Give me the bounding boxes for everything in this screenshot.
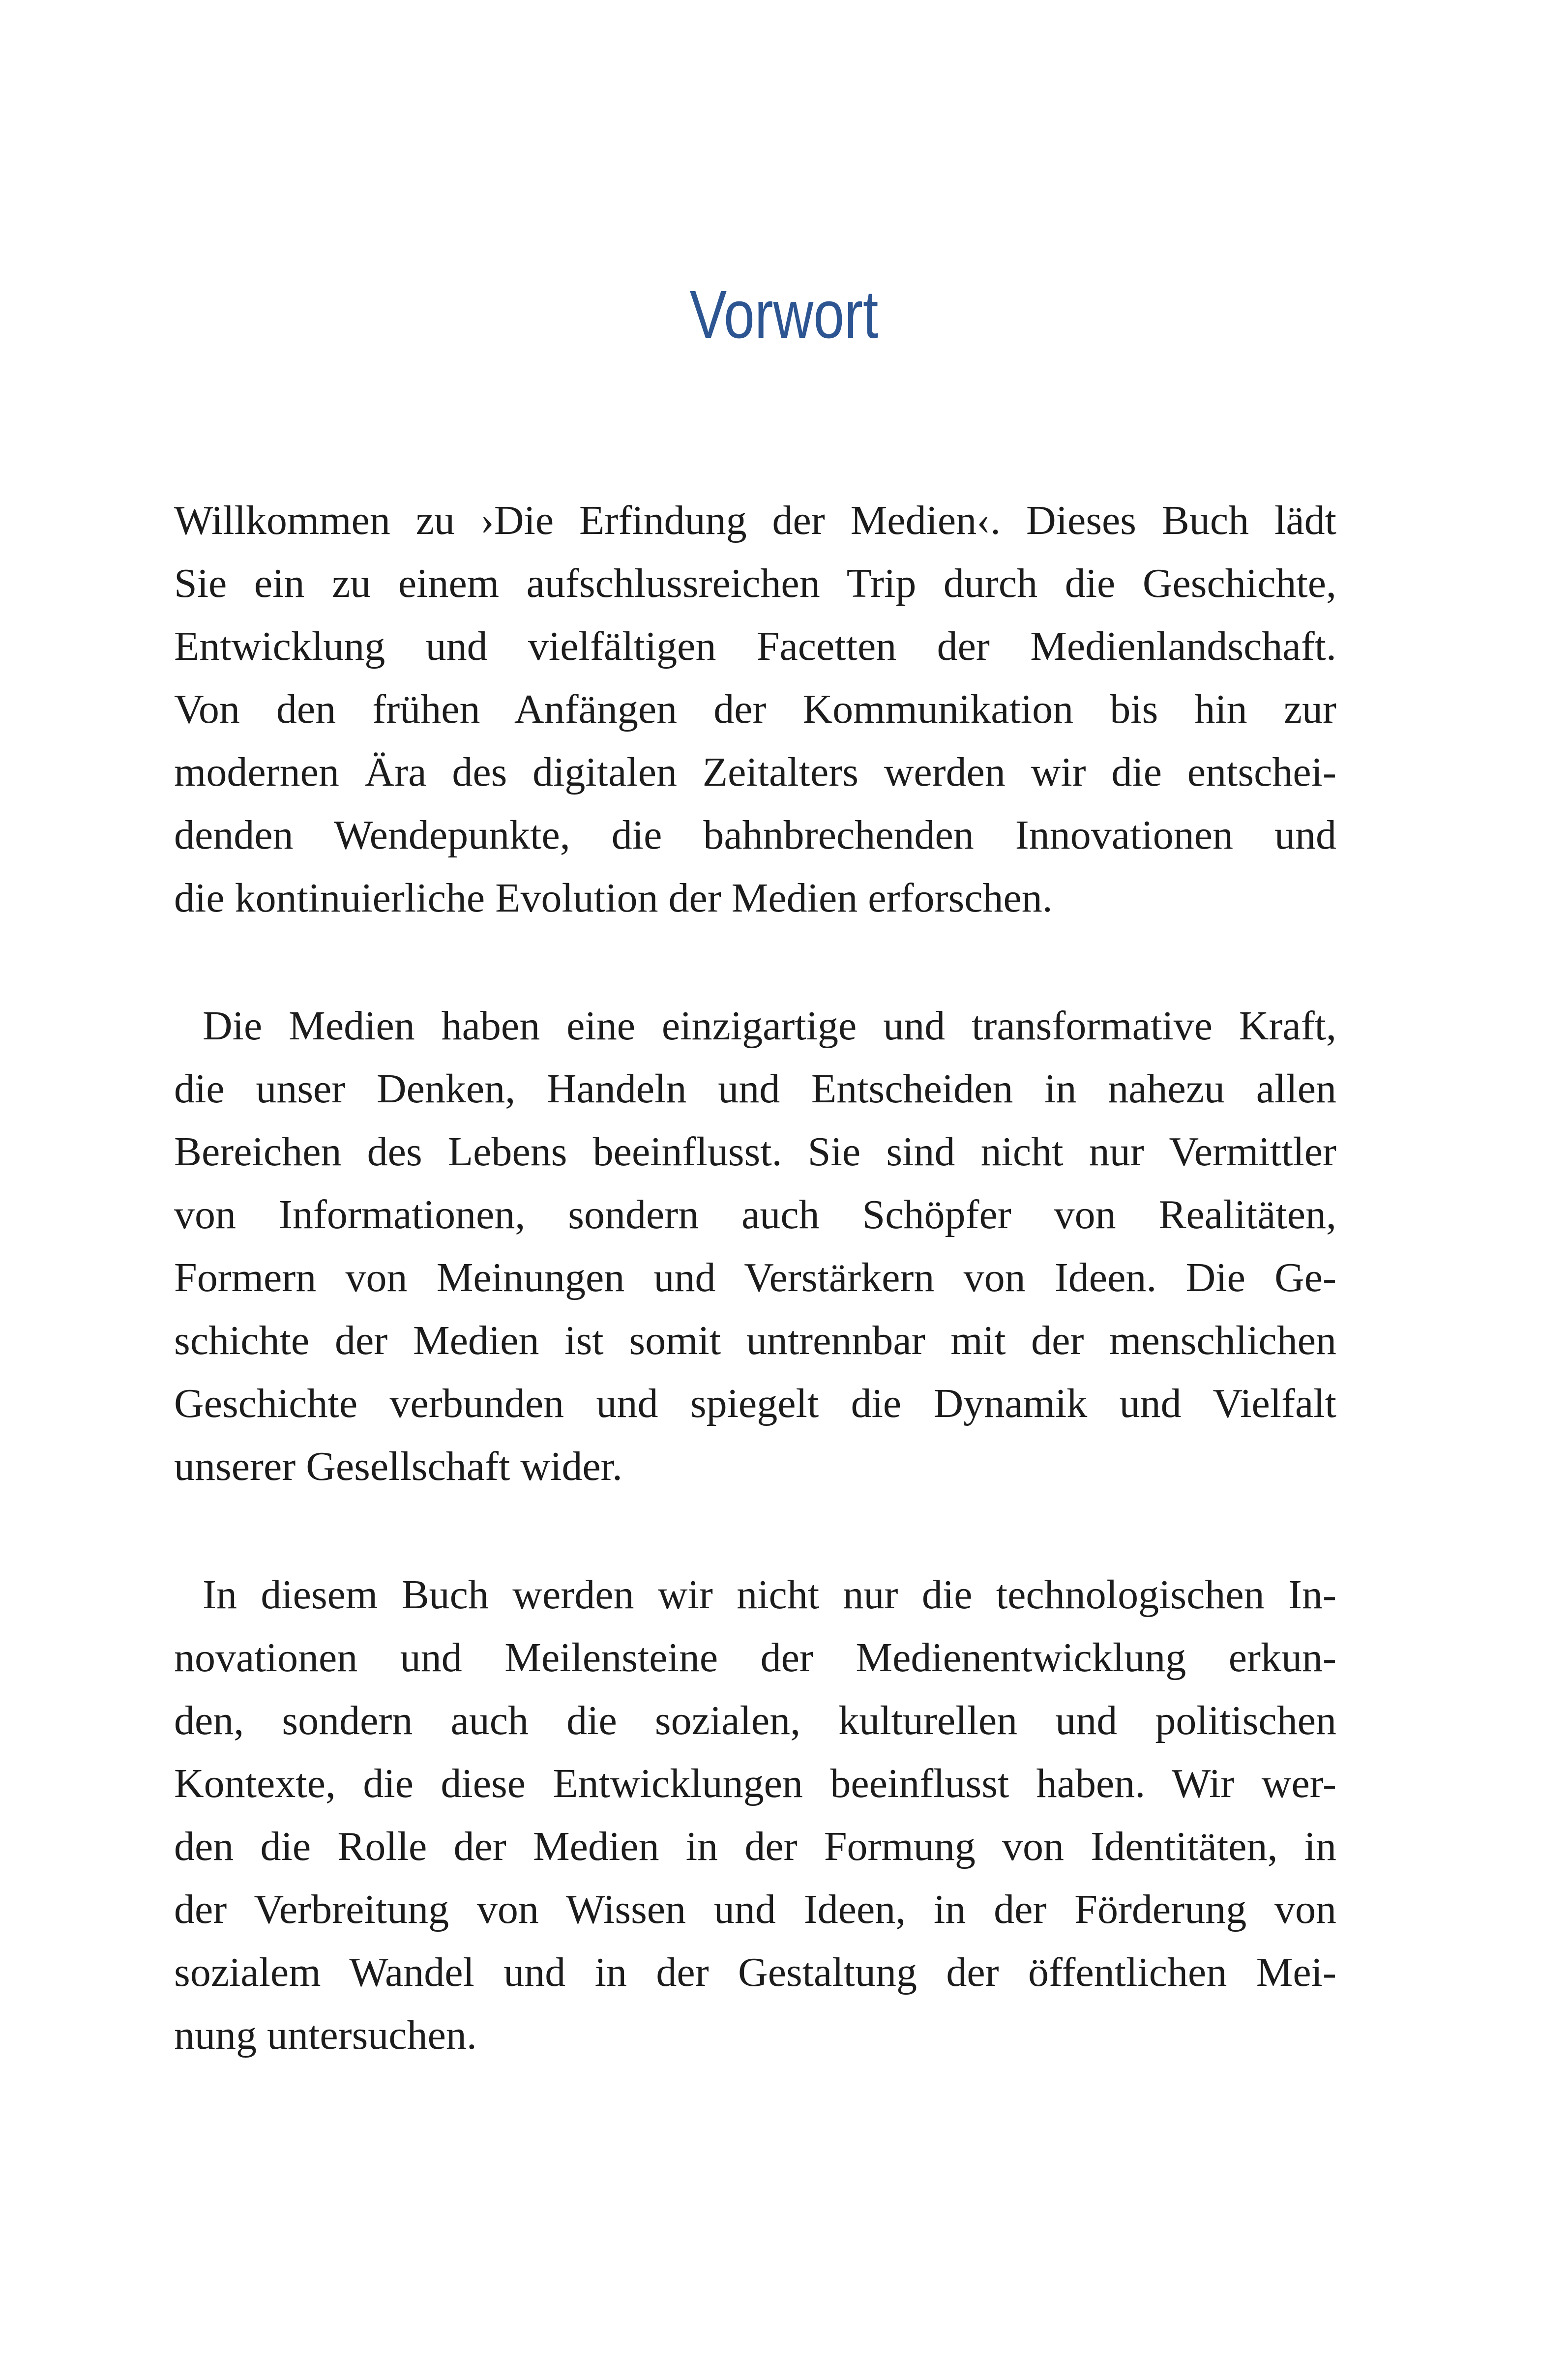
paragraph-line: Sie ein zu einem aufschlussreichen Trip durch die Geschichte, [174,560,1336,606]
paragraph-line: der Verbreitung von Wissen und Ideen, in der Förderung von [174,1887,1336,1932]
paragraph-line: schichte der Medien ist somit untrennbar mit der menschlichen [174,1318,1336,1363]
paragraph-line: Von den frühen Anfängen der Kommunikation bis hin zur [174,686,1336,732]
paragraph-line: modernen Ära des digitalen Zeitalters werden wir die entschei- [174,749,1336,795]
paragraph-line: Willkommen zu ›Die Erfindung der Medien‹. Dieses Buch lädt [174,498,1336,543]
paragraph-line: denden Wendepunkte, die bahnbrechenden Innovationen und [174,812,1336,858]
paragraph-line: In diesem Buch werden wir nicht nur die technologischen In- [203,1572,1336,1618]
paragraph-line: Geschichte verbunden und spiegelt die Dynamik und Vielfalt [174,1381,1336,1426]
paragraph-line: den die Rolle der Medien in der Formung von Identitäten, in [174,1824,1336,1869]
paragraph-line: unserer Gesellschaft wider. [174,1444,622,1489]
paragraph-2 [174,995,1336,1498]
paragraph-line: nung untersuchen. [174,2012,477,2058]
paragraph-line: novationen und Meilensteine der Medienentwicklung erkun- [174,1635,1336,1681]
paragraph-line: Entwicklung und vielfältigen Facetten der Medienlandschaft. [174,623,1336,669]
paragraph-line: die kontinuierliche Evolution der Medien erforschen. [174,875,1053,921]
paragraph-1 [174,489,1336,930]
paragraph-line: Bereichen des Lebens beeinflusst. Sie sind nicht nur Vermittler [174,1129,1336,1175]
paragraph-line: die unser Denken, Handeln und Entscheiden in nahezu allen [174,1066,1336,1112]
paragraph-3 [174,1564,1336,2067]
paragraph-line: Die Medien haben eine einzigartige und transformative Kraft, [203,1003,1336,1049]
paragraph-line: von Informationen, sondern auch Schöpfer von Realitäten, [174,1192,1336,1238]
paragraph-line: Kontexte, die diese Entwicklungen beeinflusst haben. Wir wer- [174,1761,1336,1806]
paragraph-line: den, sondern auch die sozialen, kulturellen und politischen [174,1698,1336,1743]
paragraph-line: Formern von Meinungen und Verstärkern von Ideen. Die Ge- [174,1255,1336,1300]
paragraph-line: sozialem Wandel und in der Gestaltung der öffentlichen Mei- [174,1949,1336,1995]
page-title: Vorwort [689,277,879,353]
